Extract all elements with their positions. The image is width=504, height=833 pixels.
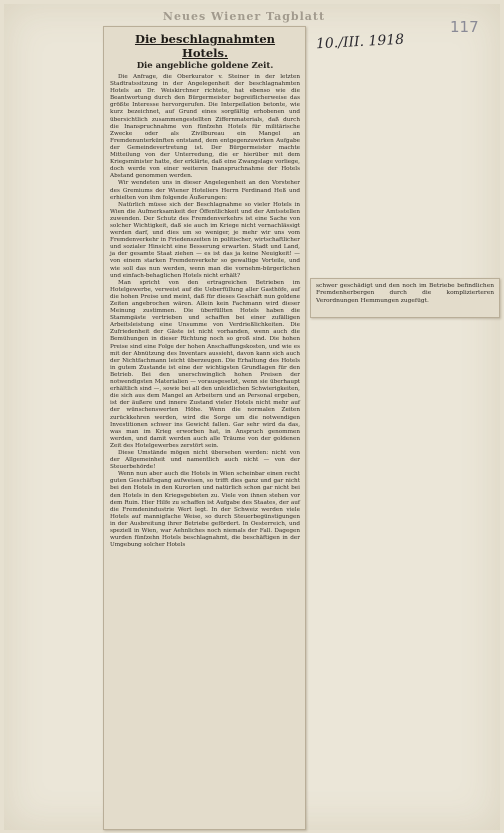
article-body <box>110 74 300 549</box>
newspaper-clipping-continuation <box>310 278 500 318</box>
folio-number: 117 <box>450 18 479 36</box>
handwritten-date: 10./III. 1918 <box>315 31 405 53</box>
continuation-text: schwer geschädigt und den noch im Betriebe befindlichen Fremdenherbergen durch die komplizierteren Verordnungen Hemmungen zugefügt. <box>316 283 494 304</box>
article-subhead: Die angebliche goldene Zeit. <box>136 61 274 71</box>
article-paragraph: Die Anfrage, die Oberkurator v. Steiner in der letzten Stadtratssitzung in der Angelegenheit der beschlagnahmten Hotels an Dr. Weiskirchner richtete, hat ebenso wie die Beantwortung durch den Bürgermeister begreiflicherweise das größte Interesse hervorgerufen. Die Interpellation betonte, wie kurz bezeichnet, auf Grund eines sorgfältig erhobenen und übersichtlich zusammengestellten Ziffernmaterials, daß durch die Inanspruchnahme von fünfzehn Hotels für militärische Zwecke oder als Zivilbureau ein Mangel an Fremdenunterkünften entstand, dem entgegenzuwirken Aufgabe der Gemeindevertretung ist. Der Bürgermeister machte Mitteilung von der Unterredung, die er hierüber mit dem Kriegsminister hatte, der erklärte, daß eine Zwangslage vorliege, doch werde von einer weiteren Inanspruchnahme der Hotels Abstand genommen werden. <box>110 74 300 180</box>
article-headline: Die beschlagnahmten Hotels. <box>134 32 276 60</box>
article-paragraph: Diese Umstände mögen nicht übersehen werden: nicht von der Allgemeinheit und namentlich auch nicht — von der Steuerbehörde! <box>110 449 300 471</box>
newspaper-masthead: Neues Wiener Tagblatt <box>162 10 326 23</box>
article-paragraph: Man spricht von den ertragreichen Betrieben im Hotelgewerbe, verweist auf die Ueberfüllung aller Gasthöfe, auf die hohen Preise und meint, daß für dieses Geschäft nun goldene Zeiten angebrochen wären. Allein kein Fachmann wird dieser Meinung zustimmen. Die überfüllten Hotels haben die Stammgäste vertrieben und schaffen bei einer zufälligen Arbeitsleistung eine Unsumme von Verdrießlichkeiten. Die Zufriedenheit der Gäste ist nicht vorhanden, wenn auch die Bemühungen in dieser Richtung noch so groß sind. Die hohen Preise sind eine Folge der hohen Anschaffungskosten, und wie es mit der Abnützung des Inventars aussieht, davon kann sich auch der Nichtfachmann leicht überzeugen. Die Erhaltung des Hotels in gutem Zustande ist eine der wichtigsten Grundlagen für den Betrieb. Bei den unerschwinglich hohen Preisen der notwendigsten Materialien — vorausgesetzt, wenn sie überhaupt erhältlich sind —, sowie bei all den unleidlichen Schwierigkeiten, die sich aus dem Mangel an Arbeitern und an Personal ergeben, ist der äußere und innere Zustand vieler Hotels nicht mehr auf der wünschenswerten Höhe. Wenn die normalen Zeiten zurückkehren werden, wird die Sorge um die notwendigen Investitionen schwer ins Gewicht fallen. Gar sehr wird da das, was man im Krieg erworben hat, in Anspruch genommen werden, und damit werden auch alle Träume von der goldenen Zeit des Hotelgewerbes zerstört sein. <box>110 279 300 449</box>
article-paragraph: Wir wendeten uns in dieser Angelegenheit an den Vorsteher des Gremiums der Wiener Hoteliers Herrn Ferdinand Heß und erhielten von ihm folgende Äußerungen: <box>110 180 300 201</box>
article-paragraph: Natürlich müsse sich der Beschlagnahme so vieler Hotels in Wien die Aufmerksamkeit der Öffentlichkeit und der Amtsstellen zuwenden. Der Schutz des Fremdenverkehrs ist eine Sache von solcher Wichtigkeit, daß sie auch im Kriege nicht vernachlässigt werden darf, und dies um so weniger, je mehr wir uns vom Fremdenverkehr in Friedenszeiten in politischer, wirtschaftlicher und sozialer Hinsicht eine Besserung erwarten. Stadt und Land, ja der gesamte Staat ziehen — es ist das ja keine Neuigkeit! — von einem starken Fremdenverkehr so gewaltige Vorteile, und wie soll das nun werden, wenn man die vornehm-bürgerlichen und einfach-behaglichen Hotels nicht erhält? <box>110 201 300 279</box>
archive-sheet <box>4 4 500 830</box>
newspaper-clipping-main <box>103 26 306 830</box>
article-paragraph: Wenn nun aber auch die Hotels in Wien scheinbar einen recht guten Geschäftsgang aufweisen, so trifft dies ganz und gar nicht bei den Hotels in den Kurorten und natürlich schon gar nicht bei den Hotels in den Kriegsgebieten zu. Viele von ihnen stehen vor dem Ruin. Hier Hilfe zu schaffen ist Aufgabe des Staates, der auf die Fremdenindustrie Wert legt. In der Schweiz werden viele Hotels auf mannigfache Weise, so durch Steuerbegünstigungen in der Ausbreitung ihrer Betriebe gefördert. In Oesterreich, und speziell in Wien, war Aehnliches noch niemals der Fall. Dagegen wurden fünfzehn Hotels beschlagnahmt, die beschäftigen in der Umgebung solcher Hotels <box>110 471 300 549</box>
